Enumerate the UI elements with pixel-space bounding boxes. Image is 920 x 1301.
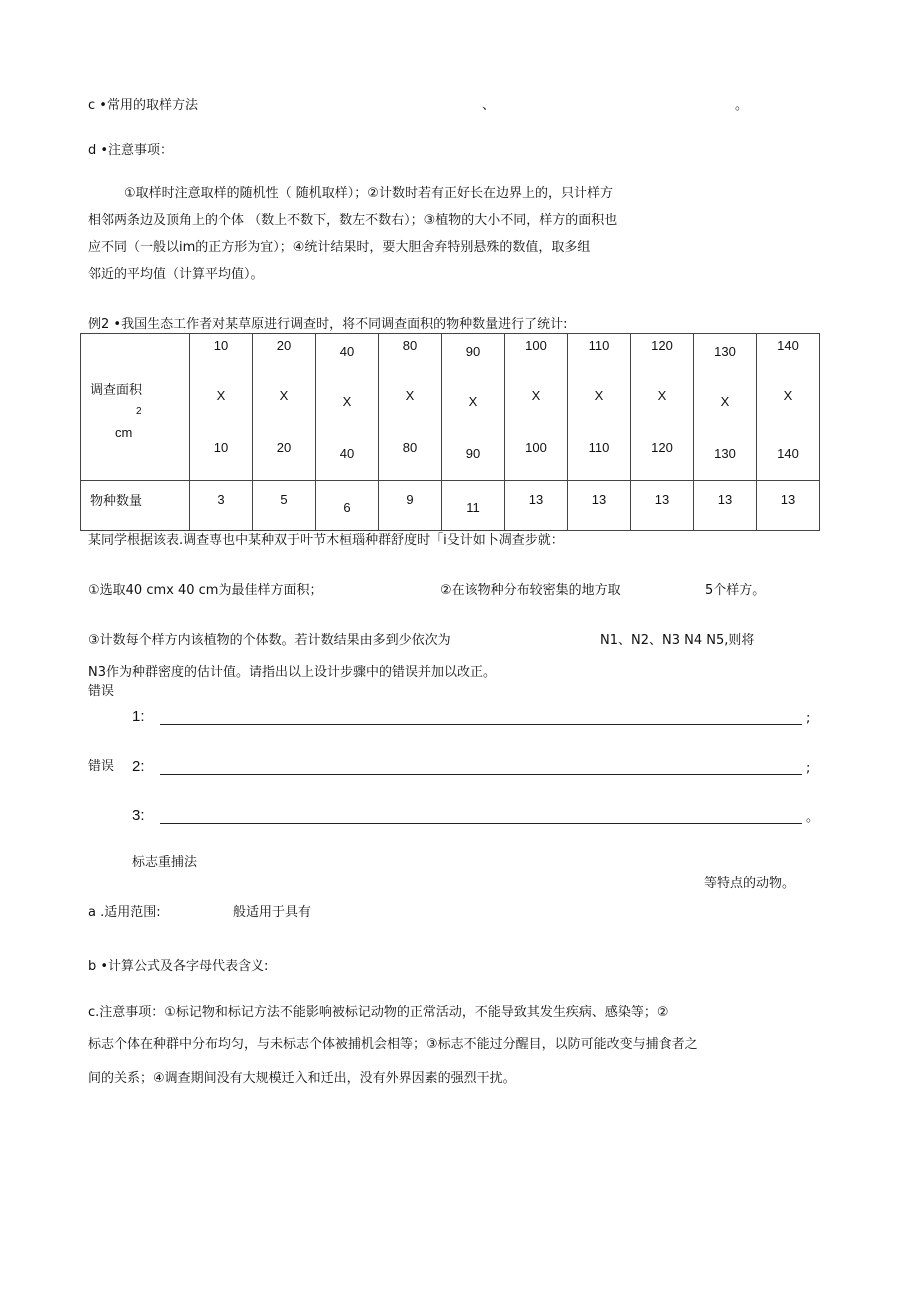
area-value: 100	[525, 338, 547, 353]
area-value: 130	[714, 446, 736, 461]
area-times: X	[594, 388, 604, 403]
area-times: X	[342, 394, 352, 409]
mark-notes-line: c.注意事项：①标记物和标记方法不能影响被标记动物的正常活动，不能导致其发生疾病、感染等；②	[88, 1005, 669, 1020]
formula-heading: b •计算公式及各字母代表含义:	[88, 959, 269, 974]
count-header-cell	[81, 481, 190, 531]
step-1: ①选取40 cmx 40 cm为最佳样方面积；	[88, 583, 323, 598]
area-cell	[505, 334, 568, 481]
count-cell	[568, 481, 631, 531]
answer-end-2: ;	[806, 761, 811, 776]
survey-table	[80, 333, 820, 531]
count-value: 3	[217, 492, 225, 507]
count-value: 13	[654, 492, 670, 507]
area-value: 90	[465, 344, 481, 359]
blank-separator: 、	[482, 98, 496, 113]
error-label: 错误	[88, 684, 115, 699]
area-value: 140	[777, 338, 799, 353]
after-table-text: 某同学根据该表.调查専也中某种双于叶节木桓瑙种群舒度时「i殳计如卜凋查步就：	[88, 533, 564, 548]
count-value: 13	[528, 492, 544, 507]
area-value: 90	[465, 446, 481, 461]
notes-line: 邻近的平均值（计算平均值）。	[88, 267, 264, 282]
area-cell	[442, 334, 505, 481]
area-cell	[379, 334, 442, 481]
count-value: 5	[280, 492, 288, 507]
count-cell	[253, 481, 316, 531]
area-unit-superscript: 2	[136, 406, 142, 417]
count-value: 6	[343, 500, 351, 515]
sentence-end: 。	[735, 98, 749, 113]
area-cell	[757, 334, 820, 481]
mark-recapture-title: 标志重捕法	[132, 855, 198, 870]
area-times: X	[531, 388, 541, 403]
area-value: 110	[588, 338, 610, 353]
area-times: X	[216, 388, 226, 403]
area-value: 40	[339, 344, 355, 359]
count-cell	[190, 481, 253, 531]
count-cell	[757, 481, 820, 531]
area-value: 10	[213, 440, 229, 455]
notes-line: 应不同（一般以im的正方形为宜）；④统计结果时，要大胆舍弃特别悬殊的数值，取多组	[88, 240, 591, 255]
count-cell	[505, 481, 568, 531]
mark-notes-line: 标志个体在种群中分布均匀，与未标志个体被捕机会相等；③标志不能过分醒目，以防可能改变与捕食者之	[88, 1037, 698, 1052]
count-value: 13	[780, 492, 796, 507]
area-times: X	[405, 388, 415, 403]
error-number-3: 3:	[132, 807, 145, 824]
area-cell	[694, 334, 757, 481]
answer-line-2[interactable]	[160, 774, 802, 775]
count-value: 11	[466, 500, 480, 515]
answer-end-3: 。	[806, 810, 820, 825]
area-cell	[631, 334, 694, 481]
area-value: 40	[339, 446, 355, 461]
area-value: 140	[777, 446, 799, 461]
answer-line-1[interactable]	[160, 724, 802, 725]
error-number-2: 2:	[132, 758, 145, 775]
notes-line: 相邻两条边及顶角上的个体 （数上不数下，数左不数右）；③植物的大小不同，样方的面积也	[88, 213, 618, 228]
area-value: 10	[213, 338, 229, 353]
area-value: 20	[276, 440, 292, 455]
error-number-1: 1:	[132, 708, 145, 725]
mark-notes-line: 间的关系；④调查期间没有大规模迁入和迁出，没有外界因素的强烈干扰。	[88, 1071, 516, 1086]
step-3-order: N1、N2、N3 N4 N5,则将	[600, 633, 755, 648]
area-times: X	[279, 388, 289, 403]
count-label: 物种数量	[90, 493, 143, 508]
area-times: X	[657, 388, 667, 403]
area-label: 调查面积	[90, 382, 143, 397]
area-value: 130	[714, 344, 736, 359]
area-times: X	[783, 388, 793, 403]
area-value: 80	[402, 338, 418, 353]
count-cell	[694, 481, 757, 531]
count-cell	[442, 481, 505, 531]
count-value: 13	[717, 492, 733, 507]
step-2: ②在该物种分布较密集的地方取	[440, 583, 621, 598]
count-cell	[316, 481, 379, 531]
area-cell	[316, 334, 379, 481]
count-value: 13	[591, 492, 607, 507]
count-value: 9	[406, 492, 414, 507]
scope-text: 般适用于具有	[233, 905, 312, 920]
notes-heading: d •注意事项：	[88, 143, 174, 158]
area-value: 80	[402, 440, 418, 455]
answer-line-3[interactable]	[160, 823, 802, 824]
scope-end: 等特点的动物。	[704, 876, 796, 891]
area-times: X	[468, 394, 478, 409]
scope-label: a .适用范围:	[88, 905, 161, 920]
error-label: 错误	[88, 759, 115, 774]
area-cell	[190, 334, 253, 481]
area-cell	[253, 334, 316, 481]
area-value: 120	[651, 338, 673, 353]
area-value: 20	[276, 338, 292, 353]
area-value: 110	[588, 440, 610, 455]
area-header-cell	[81, 334, 190, 481]
area-cell	[568, 334, 631, 481]
count-cell	[631, 481, 694, 531]
area-unit: cm	[115, 425, 133, 440]
step-3-question: N3作为种群密度的估计值。请指出以上设计步骤中的错误并加以改正。	[88, 665, 496, 680]
count-cell	[379, 481, 442, 531]
area-value: 120	[651, 440, 673, 455]
step-2-count: 5个样方。	[705, 583, 766, 598]
notes-line: ①取样时注意取样的随机性（ 随机取样）；②计数时若有正好长在边界上的，只计样方	[124, 186, 613, 201]
area-value: 100	[525, 440, 547, 455]
answer-end-1: ;	[806, 711, 811, 726]
area-times: X	[720, 394, 730, 409]
sampling-methods-heading: c •常用的取样方法	[88, 98, 198, 113]
step-3: ③计数每个样方内该植物的个体数。若计数结果由多到少依次为	[88, 633, 451, 648]
example-2-title: 例2 •我国生态工作者对某草原进行调查时，将不同调查面积的物种数量进行了统计:	[88, 317, 568, 332]
